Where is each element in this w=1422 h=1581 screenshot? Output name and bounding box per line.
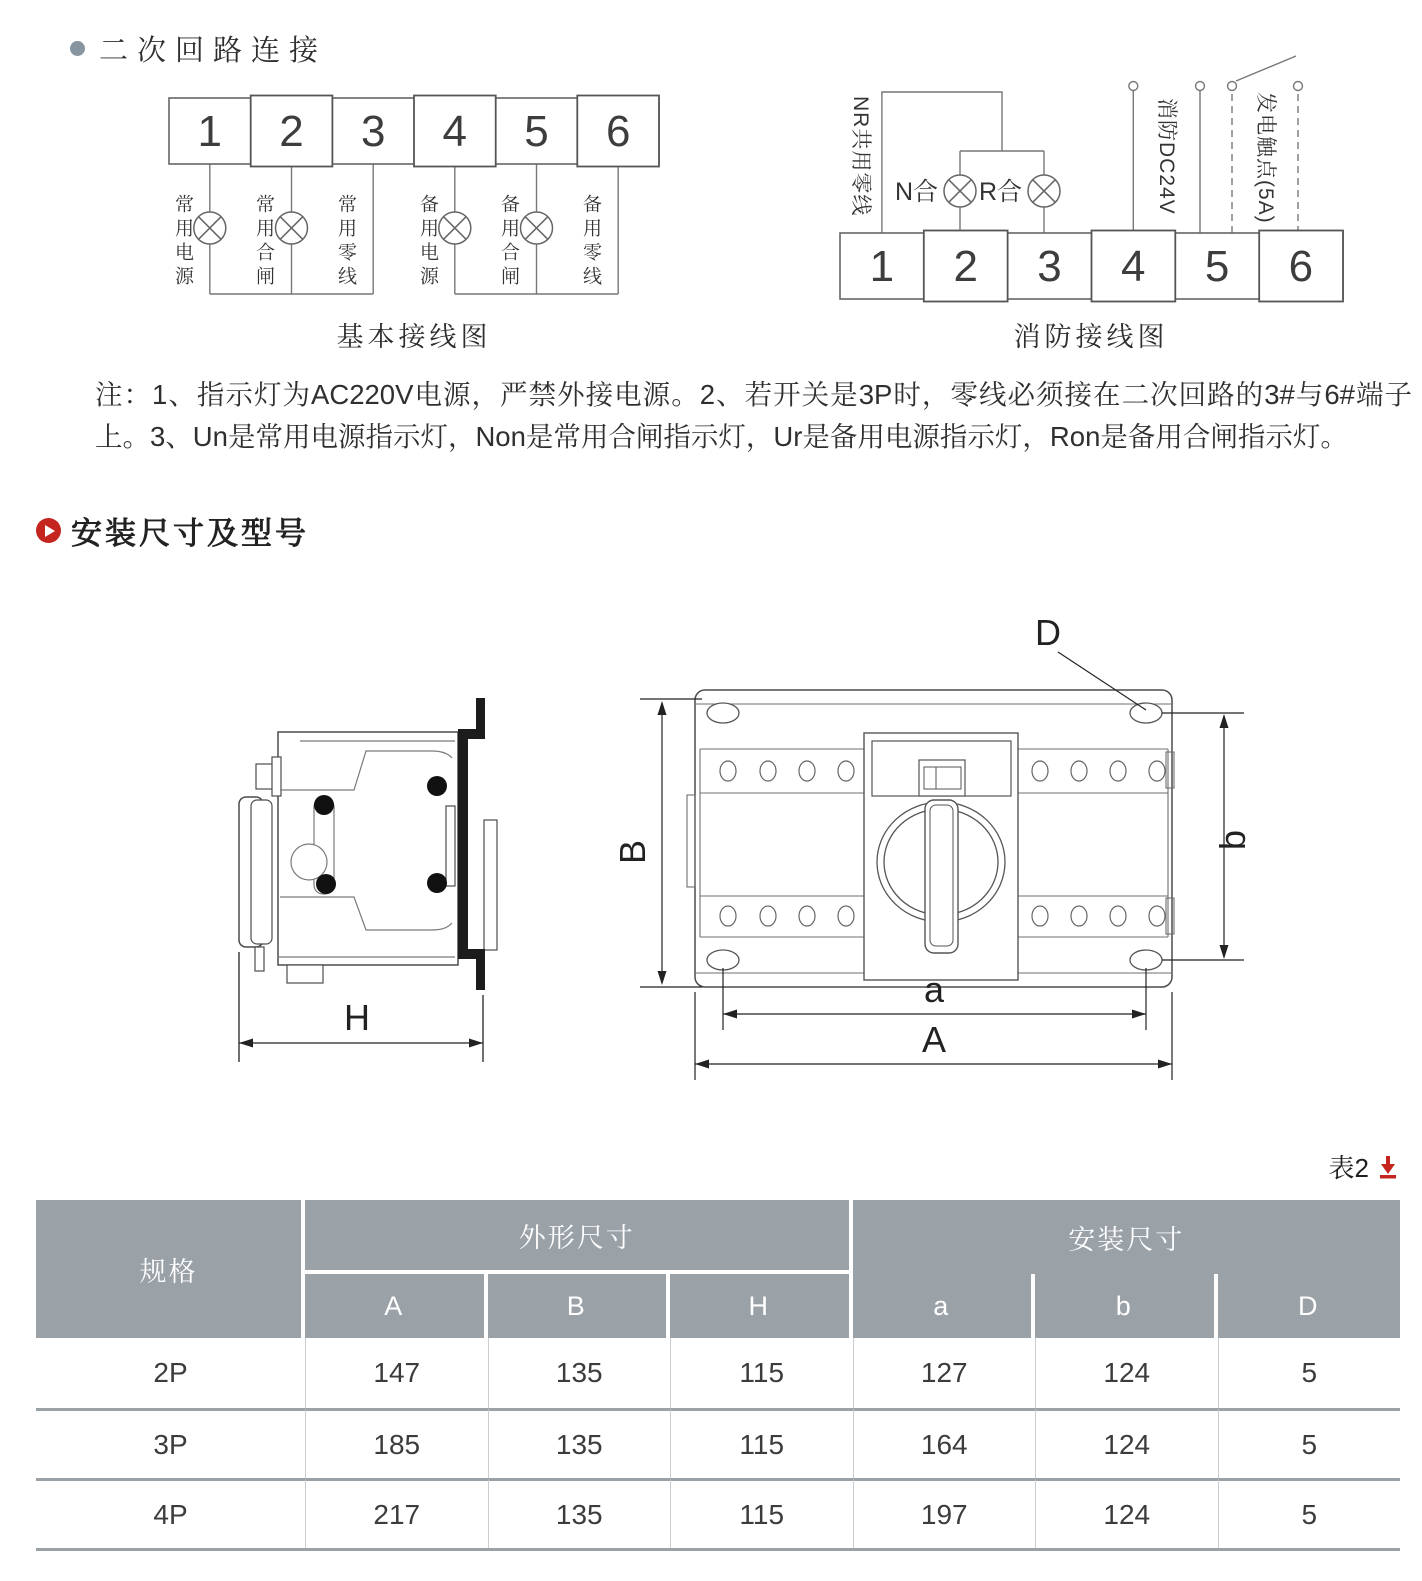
basic-diagram-caption: 基本接线图 [336, 322, 492, 352]
download-arrow-icon [1376, 1154, 1400, 1180]
wire-label: 备用合闸 [498, 194, 519, 290]
table-cell: 185 [305, 1408, 488, 1478]
play-bullet-icon [36, 518, 61, 543]
spec-table [36, 1200, 1400, 1551]
col-header-H: H [670, 1274, 853, 1338]
dimension-b-upper-label: B [612, 839, 653, 865]
table-row-spec: 2P [36, 1338, 305, 1408]
section-secondary-circuit-heading [70, 28, 327, 69]
table-cell: 124 [1035, 1338, 1218, 1408]
table-cell: 115 [670, 1478, 853, 1548]
bullet-dot-icon [70, 41, 85, 56]
col-header-spec: 规格 [36, 1200, 305, 1338]
wire-label: 常用零线 [335, 194, 356, 290]
terminal-number: 2 [279, 107, 304, 156]
group-header-outline-dims: 外形尺寸 [305, 1200, 853, 1274]
terminal-number: 6 [1288, 242, 1314, 291]
terminal-number: 6 [605, 107, 631, 156]
col-header-B: B [488, 1274, 671, 1338]
terminal-number: 5 [1204, 242, 1230, 291]
terminal-number: 3 [1037, 242, 1062, 291]
table-cell: 217 [305, 1478, 488, 1548]
table-cell: 197 [853, 1478, 1036, 1548]
table-cell: 124 [1035, 1478, 1218, 1548]
section-title: 二次回路连接 [99, 35, 328, 67]
note-text: 注：1、指示灯为AC220V电源，严禁外接电源。2、若开关是3P时，零线必须接在二次回路的3#与6#端子上。3、Un是常用电源指示灯，Non是常用合闸指示灯，Ur是备用电源指示灯，Ron是备用合闸指示灯。 [95, 379, 1412, 452]
table-row-spec: 3P [36, 1408, 305, 1478]
table-cell: 135 [488, 1408, 671, 1478]
table-tag-text: 表2 [1328, 1153, 1369, 1183]
table-cell: 5 [1218, 1408, 1401, 1478]
dimension-b-lower-label: b [1212, 829, 1253, 851]
terminal-number: 4 [1121, 242, 1146, 291]
dimension-a-upper-label: A [921, 1019, 947, 1060]
col-header-a: a [853, 1274, 1036, 1338]
dimension-h-label: H [344, 997, 370, 1038]
table-cell: 115 [670, 1338, 853, 1408]
fire-dc-label: 消防DC24V [1155, 98, 1178, 215]
terminal-number: 4 [442, 107, 468, 156]
lamp-n-label: N合 [894, 178, 938, 206]
wire-label: 备用电源 [417, 194, 438, 290]
lamp-r-label: R合 [978, 178, 1022, 206]
fire-wiring-diagram [820, 45, 1365, 307]
din-rail-bracket [458, 698, 485, 990]
fire-terminal-strip [840, 231, 1343, 302]
dimension-b-lower [1162, 713, 1253, 960]
group-header-install-dims: 安装尺寸 [853, 1200, 1401, 1274]
wire-label: 常用电源 [172, 194, 193, 290]
section-installation-heading [36, 508, 309, 553]
dimension-h [239, 952, 483, 1062]
table-cell: 147 [305, 1338, 488, 1408]
terminal-number: 2 [953, 242, 978, 291]
table-cell: 127 [853, 1338, 1036, 1408]
terminal-number: 3 [360, 107, 386, 156]
col-header-D: D [1218, 1274, 1401, 1338]
contact-point-icons [1129, 82, 1303, 91]
terminal-number: 1 [869, 242, 895, 291]
table-row-spec: 4P [36, 1478, 305, 1548]
wire-label: 备用零线 [580, 194, 601, 290]
shared-neutral-label: NR共用零线 [849, 96, 872, 217]
basic-terminal-strip [169, 96, 659, 167]
generator-contact-label: 发电触点(5A) [1254, 92, 1277, 224]
col-header-A: A [305, 1274, 488, 1338]
dimension-d-label: D [1035, 612, 1061, 653]
table-cell: 5 [1218, 1478, 1401, 1548]
dimension-b-upper [612, 699, 702, 987]
col-header-b: b [1035, 1274, 1218, 1338]
table-cell: 135 [488, 1478, 671, 1548]
terminal-number: 1 [197, 107, 223, 156]
switch-blade-line [1236, 56, 1296, 81]
table-cell: 164 [853, 1408, 1036, 1478]
section-title: 安装尺寸及型号 [71, 516, 309, 551]
table-cell: 115 [670, 1408, 853, 1478]
table-cell: 5 [1218, 1338, 1401, 1408]
table-tag [1292, 1148, 1400, 1185]
front-view-drawing [600, 600, 1340, 1095]
wire-label: 常用合闸 [253, 194, 274, 290]
table-cell: 124 [1035, 1408, 1218, 1478]
fire-diagram-caption: 消防接线图 [1013, 322, 1169, 352]
side-view-drawing [215, 670, 535, 1075]
table-cell: 135 [488, 1338, 671, 1408]
terminal-number: 5 [524, 107, 549, 156]
dimension-a-lower-label: a [923, 969, 945, 1010]
